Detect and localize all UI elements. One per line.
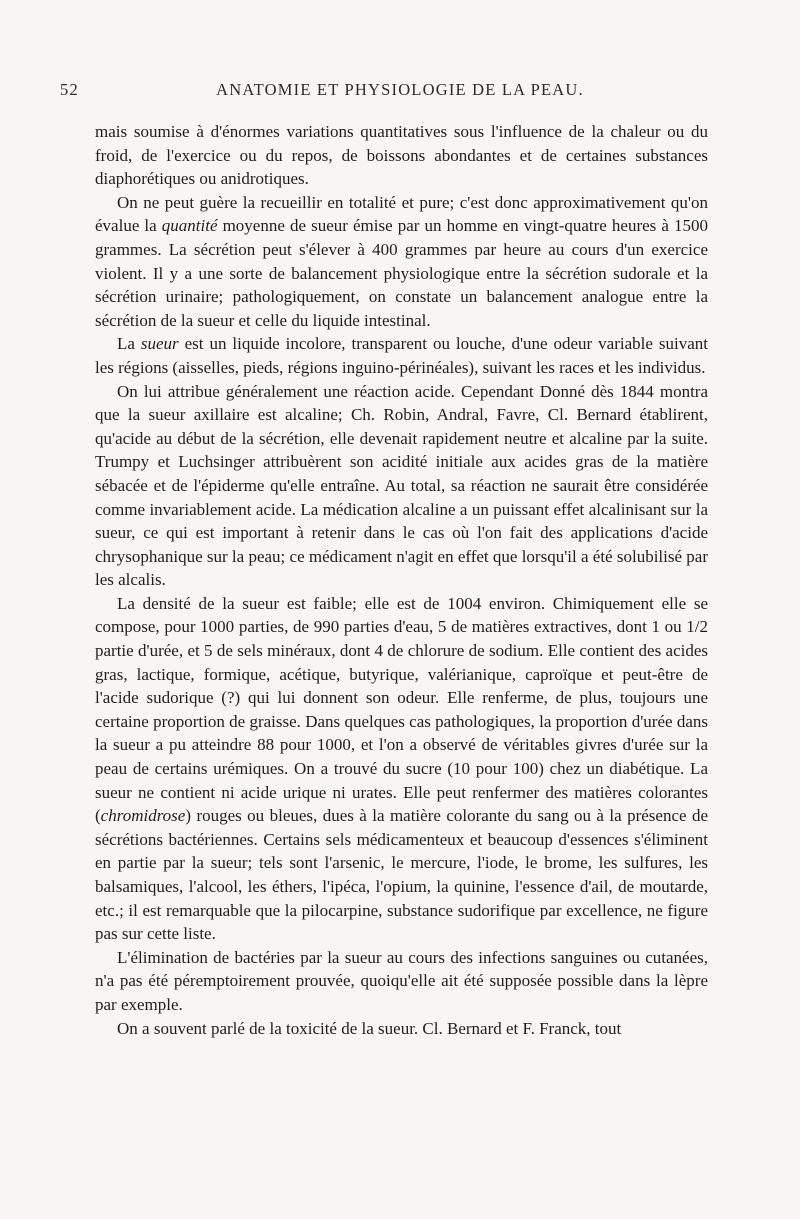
paragraph-text: L'élimination de bactéries par la sueur au cours des infections sanguines ou cutanées, n'a pas été péremptoirement prouvée, quoiqu'elle ait été supposée possible dans la lèpre par exemple. — [95, 947, 708, 1014]
paragraph-2 — [95, 191, 708, 333]
paragraph-text: On lui attribue généralement une réaction acide. Cependant Donné dès 1844 montra que la sueur axillaire est alcaline; Ch. Robin, Andral, Favre, Cl. Bernard établirent, qu'acide au début de la sécrétion, elle devenait rapidement neutre et alcaline par la suite. Trumpy et Luchsinger attribuèrent son acidité initiale aux acides gras de la matière sébacée et de l'épiderme qu'elle entraîne. Au total, sa réaction ne saurait être considérée comme invariablement acide. La médication alcaline a un puissant effet alcalinisant sur la sueur, ce qui est important à retenir dans le cas où l'on fait des applications d'acide chrysophanique sur la peau; ce médicament n'agit en effet que lorsqu'il a été solubilisé par les alcalis. — [95, 381, 708, 590]
page-number: 52 — [60, 80, 79, 99]
paragraph-text: moyenne de sueur émise par un homme en vingt-quatre heures à 1500 grammes. La sécrétion peut s'élever à 400 grammes par heure au cours d'un exercice violent. Il y a une sorte de balancement physiologique entre la sécrétion sudorale et la sécrétion urinaire; pathologiquement, on constate un balancement analogue entre la sécrétion de la sueur et celle du liquide intestinal. — [95, 216, 708, 330]
paragraph-text: est un liquide incolore, transparent ou louche, d'une odeur variable suivant les régions (aisselles, pieds, régions inguino-périnéales), suivant les races et les individus. — [95, 334, 708, 377]
paragraph-4 — [95, 380, 708, 592]
paragraph-text: ) rouges ou bleues, dues à la matière colorante du sang ou à la présence de sécrétions bactériennes. Certains sels médicamenteux et beaucoup d'essences s'éliminent en partie par la sueur; tels sont l'arsenic, le mercure, l'iode, le brome, les sulfures, les balsamiques, l'alcool, les éthers, l'ipéca, l'opium, la quinine, l'essence d'ail, de moutarde, etc.; il est remarquable que la pilocarpine, substance sudorifique par excellence, ne figure pas sur cette liste. — [95, 806, 708, 944]
italic-term: sueur — [140, 334, 179, 354]
paragraph-text: La densité de la sueur est faible; elle est de 1004 environ. Chimiquement elle se compose, pour 1000 parties, de 990 parties d'eau, 5 de matières extractives, dont 1 ou 1/2 partie d'urée, et 5 de sels minéraux, dont 4 de chlorure de sodium. Elle contient des acides gras, lactique, formique, acétique, butyrique, valérianique, caproïque et peut-être de l'acide sudorique (?) qui lui donnent son odeur. Elle renferme, de plus, toujours une certaine proportion de graisse. Dans quelques cas pathologiques, la proportion d'urée dans la sueur a pu atteindre 88 pour 1000, et l'on a observé de véritables givres d'urée sur la peau de certains urémiques. On a trouvé du sucre (10 pour 100) chez un diabétique. La sueur ne contient ni acide urique ni urates. Elle peut renfermer des matières colorantes ( — [95, 593, 708, 826]
paragraph-text: On a souvent parlé de la toxicité de la sueur. Cl. Bernard et F. Franck, tout — [117, 1018, 622, 1038]
paragraph-5 — [95, 592, 708, 946]
italic-term: chromidrose — [100, 806, 186, 826]
paragraph-6 — [95, 946, 708, 1017]
paragraph-text: La — [117, 334, 141, 354]
paragraph-1 — [95, 120, 708, 191]
paragraph-7 — [95, 1017, 708, 1041]
paragraph-text: On ne peut guère la recueillir en totalité et pure; c'est donc approximativement qu'on évalue la — [95, 192, 708, 236]
paragraph-3 — [95, 332, 708, 379]
running-title: ANATOMIE ET PHYSIOLOGIE DE LA PEAU. — [216, 80, 584, 99]
paragraph-text: mais soumise à d'énormes variations quantitatives sous l'influence de la chaleur ou du froid, de l'exercice ou du repos, de boissons abondantes et de certaines substances diaphorétiques ou anidrotiques. — [95, 122, 708, 189]
body-text — [95, 120, 708, 1040]
italic-term: quantité — [161, 216, 218, 236]
